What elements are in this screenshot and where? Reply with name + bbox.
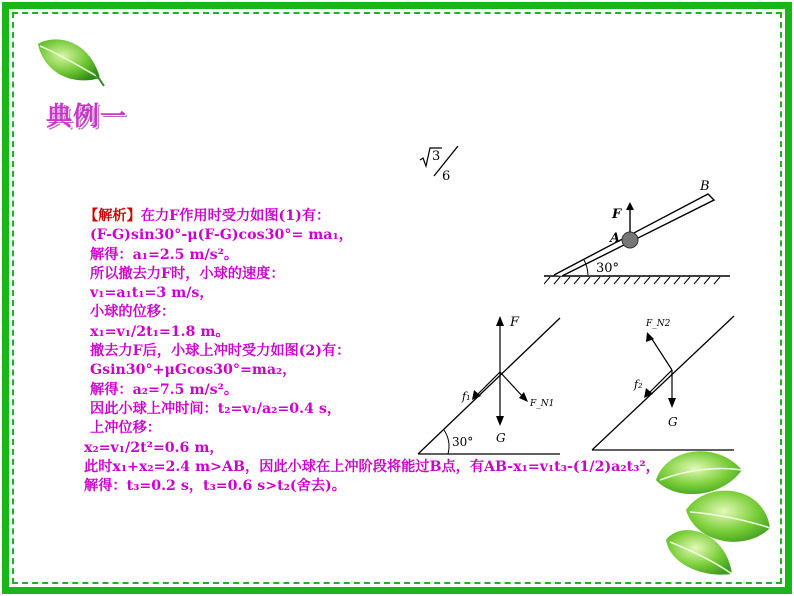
leaf-icon: [34, 34, 106, 90]
fbd1-G-label: G: [496, 431, 506, 445]
point-A-label: A: [610, 231, 621, 246]
leaves-icon: [646, 440, 776, 580]
fraction-numerator: 3: [432, 149, 441, 164]
incline-angle-label: 30°: [596, 261, 620, 276]
solution-line-text: 在力F作用时受力如图(1)有：: [140, 208, 331, 224]
fbd1-normal-label: F_N1: [530, 399, 555, 409]
point-B-label: B: [700, 179, 710, 194]
solution-line: v₁=a₁t₁=3 m/s，: [90, 285, 214, 302]
solution-line: 解得：t₃=0.2 s，t₃=0.6 s>t₂(舍去)。: [84, 478, 346, 495]
solution-line: [84, 207, 660, 226]
solution-line: 所以撤去力F时，小球的速度：: [90, 265, 285, 282]
solution-line: 解得：a₂=7.5 m/s²。: [90, 381, 239, 398]
fbd1-F-label: F: [510, 315, 520, 330]
solution-line: 因此小球上冲时间：t₂=v₁/a₂=0.4 s，: [90, 400, 342, 417]
fbd2-normal-label: F_N2: [646, 319, 671, 329]
solution-line: 上冲位移：: [90, 420, 161, 437]
solution-line: (F-G)sin30°-μ(F-G)cos30°= ma₁，: [90, 227, 353, 244]
fbd2-G-label: G: [668, 415, 678, 429]
solution-line: 解得：a₁=2.5 m/s²。: [90, 246, 239, 263]
solution-line: 撤去力F后，小球上冲时受力如图(2)有：: [90, 343, 351, 360]
solution-line: x₂=v₁/2t²=0.6 m，: [84, 439, 224, 456]
slide-title: 典例一: [46, 102, 128, 132]
fbd1-friction-label: f₁: [462, 390, 471, 403]
fbd2-friction-label: f₂: [634, 378, 643, 391]
fraction-sqrt3-over-6: [418, 146, 462, 182]
solution-line: x₁=v₁/2t₁=1.8 m。: [90, 323, 230, 340]
solution-line: Gsin30°+μGcos30°=ma₂，: [90, 362, 297, 379]
force-F-label: F: [612, 207, 622, 222]
solution-line: 小球的位移：: [90, 304, 176, 321]
solution-text: [84, 207, 660, 496]
solution-line: 此时x₁+x₂=2.4 m>AB，因此小球在上冲阶段将能过B点，有AB-x₁=v₁t₃-(1/2)a₂t₃²，: [84, 458, 660, 475]
fbd1-angle-label: 30°: [452, 435, 474, 449]
analysis-tag: 【解析】: [84, 208, 141, 224]
fraction-denominator: 6: [442, 169, 451, 182]
